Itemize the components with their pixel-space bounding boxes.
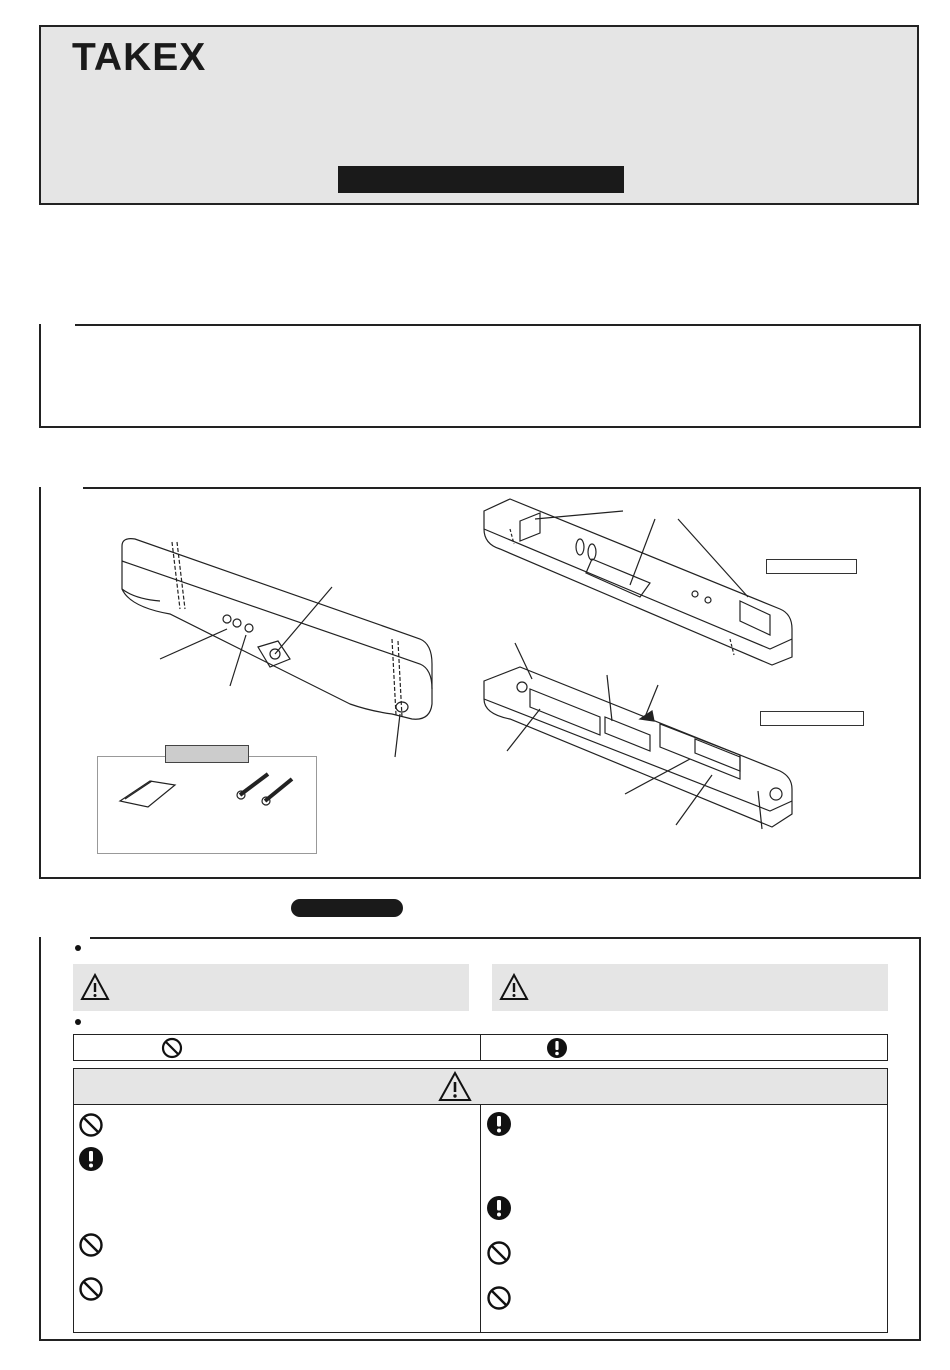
prohibited-icon	[78, 1276, 104, 1302]
caution-column-divider	[480, 1105, 481, 1333]
base-plate	[484, 499, 792, 665]
warning-triangle-icon	[438, 1071, 472, 1102]
warning-explanation-box	[73, 964, 469, 1011]
base-label-box	[766, 559, 857, 574]
mandatory-action-icon	[546, 1037, 568, 1059]
mandatory-action-icon	[78, 1146, 104, 1172]
prohibited-icon	[78, 1232, 104, 1258]
symbol-legend-prohibited	[73, 1034, 481, 1061]
intro-section-topline	[75, 324, 921, 326]
prohibited-icon	[486, 1240, 512, 1266]
accessories-title	[165, 745, 249, 763]
mandatory-action-icon	[486, 1195, 512, 1221]
sensor-body	[122, 539, 432, 720]
takex-logo: TAKEX	[72, 36, 207, 79]
accessories-box	[97, 756, 317, 854]
bullet-1	[75, 945, 81, 951]
safety-section-topline	[90, 937, 921, 939]
prohibited-icon	[78, 1112, 104, 1138]
prohibited-icon	[486, 1285, 512, 1311]
bullet-2	[75, 1019, 81, 1025]
unit-label-box	[760, 711, 864, 726]
warning-triangle-icon	[499, 973, 529, 1001]
symbol-legend-mandatory	[480, 1034, 888, 1061]
model-title-bar	[338, 166, 624, 193]
prohibited-icon	[161, 1037, 183, 1059]
intro-section-box	[39, 324, 921, 428]
warning-triangle-icon	[80, 973, 110, 1001]
mandatory-action-icon	[486, 1111, 512, 1137]
section-pill-label	[291, 899, 403, 917]
caution-explanation-box	[492, 964, 888, 1011]
caution-header	[73, 1068, 888, 1105]
